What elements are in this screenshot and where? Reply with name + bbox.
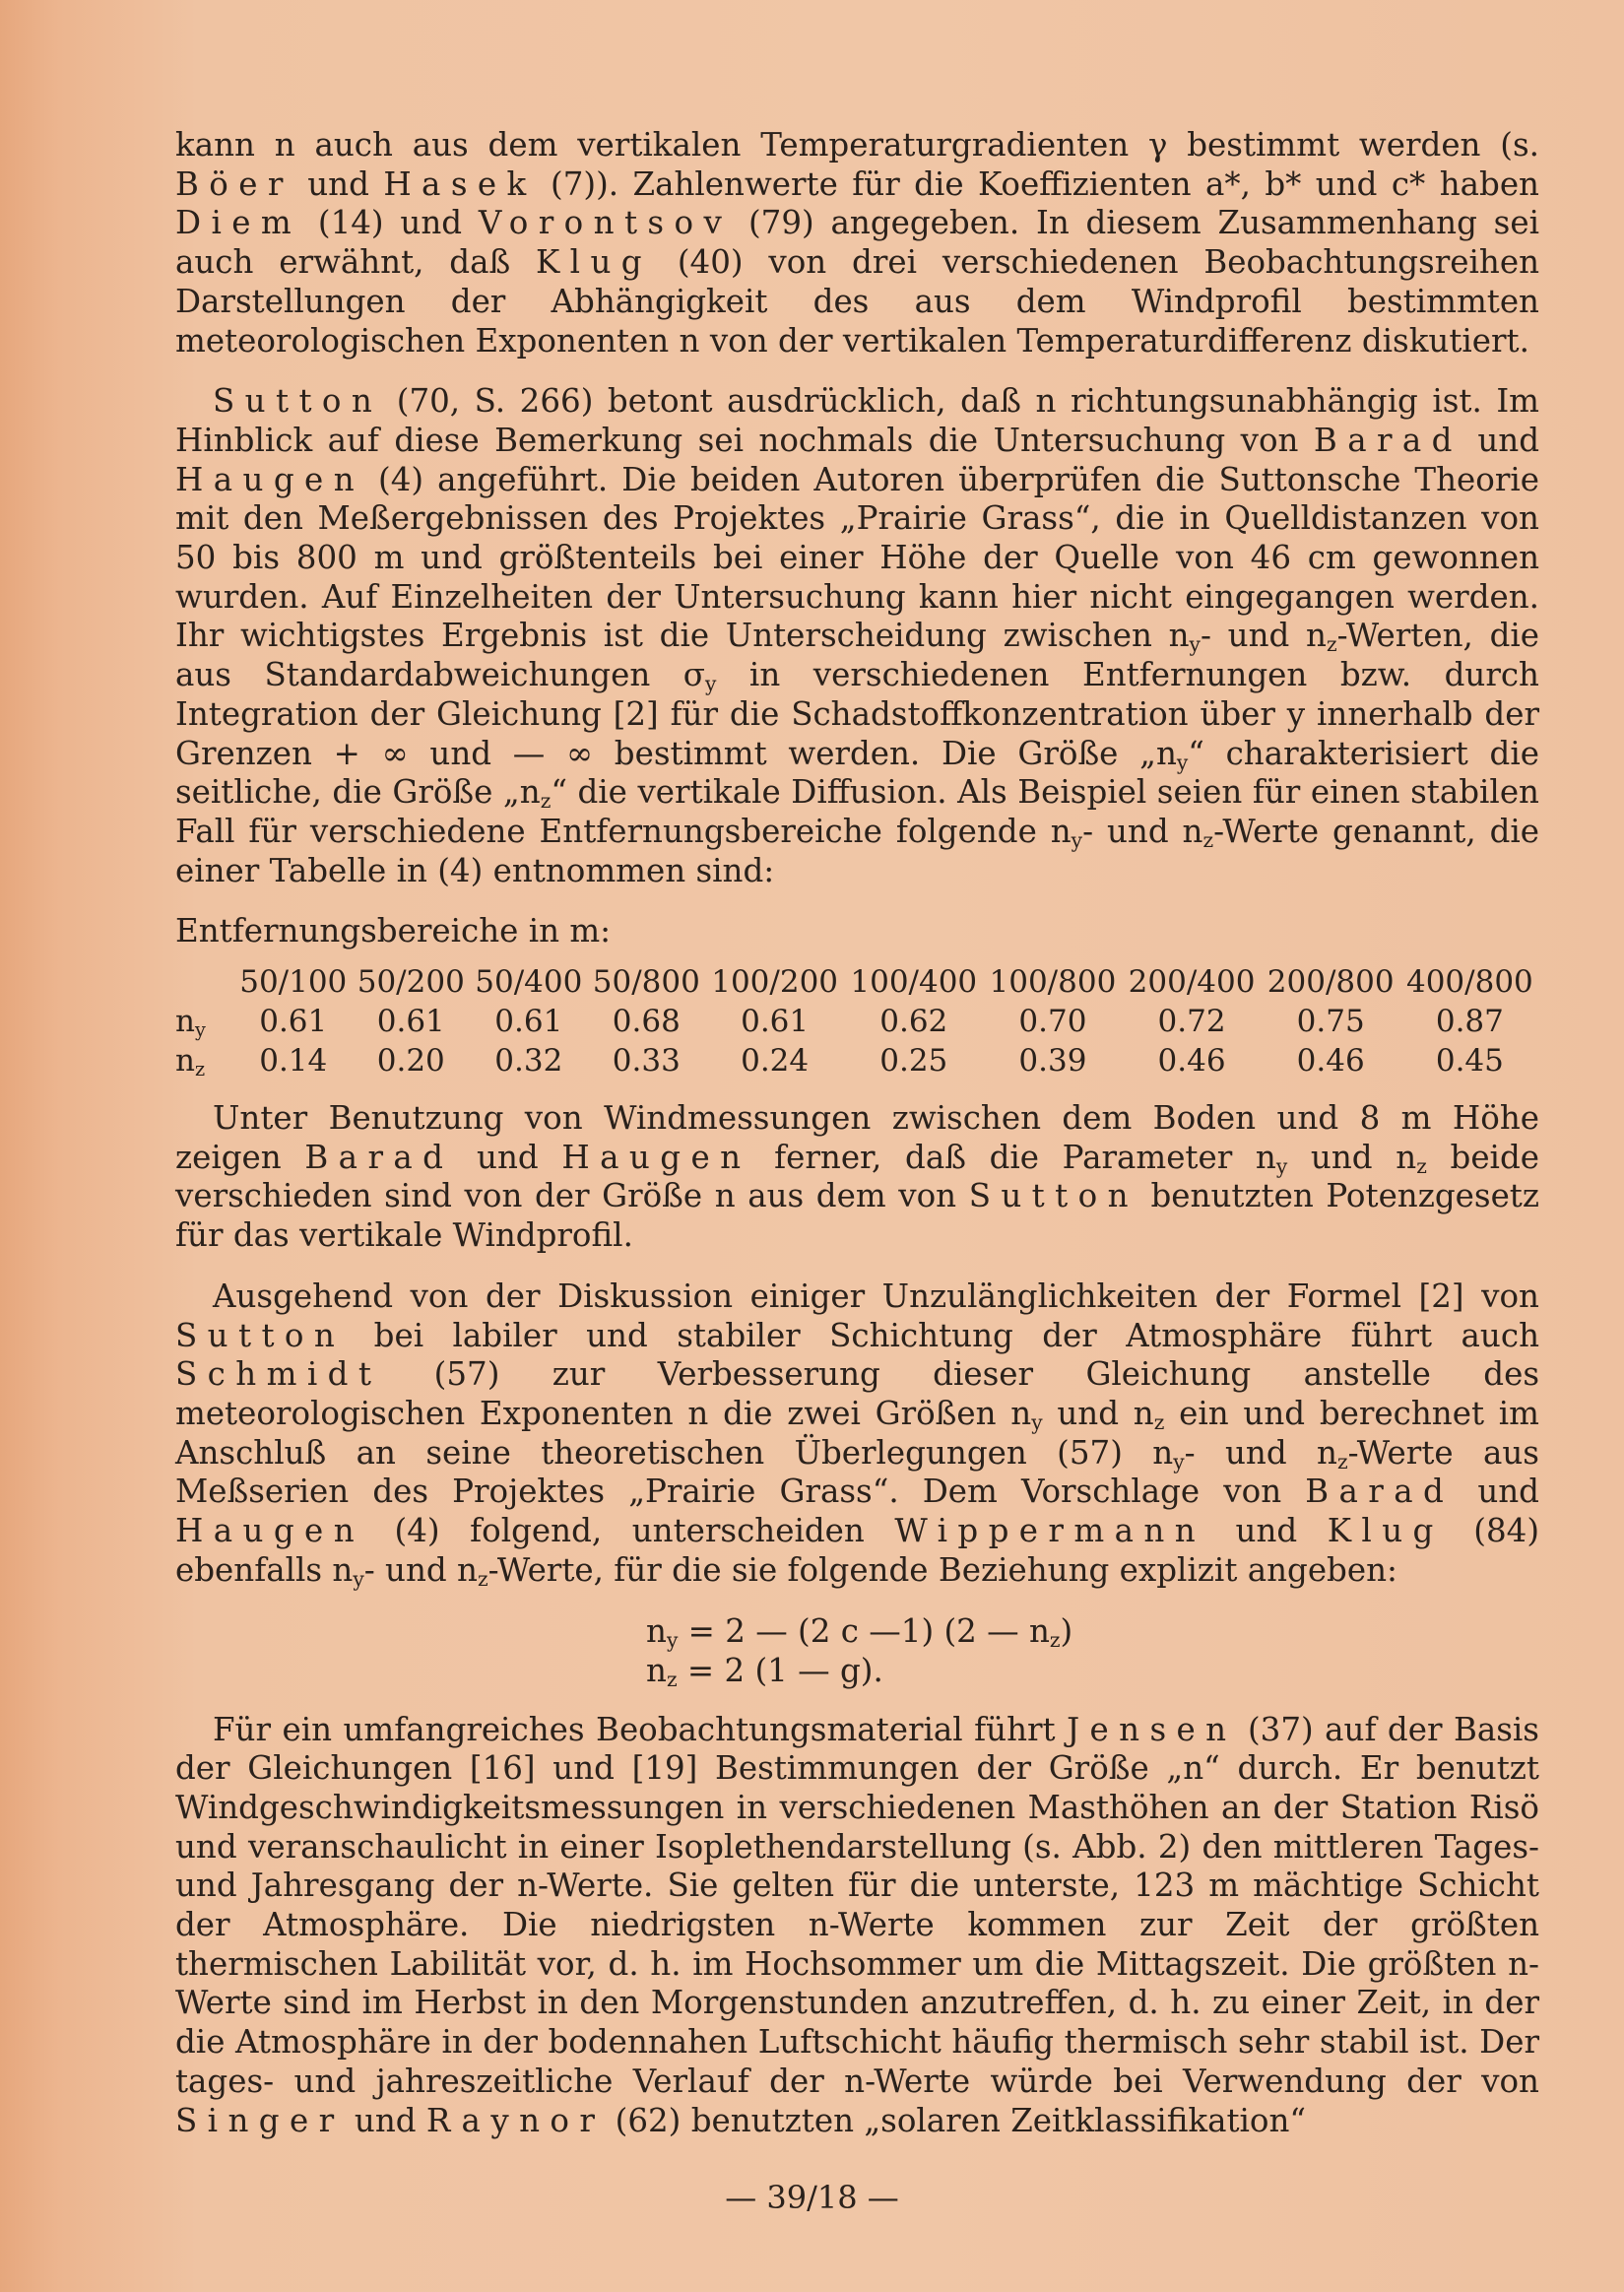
subscript: z [1202,827,1214,852]
subscript: y [1176,750,1189,774]
author-name: Schmidt [175,1355,382,1394]
text-run: und n [1042,1394,1154,1432]
paragraph-1 [175,126,1539,360]
author-name: Sutton [175,1316,346,1354]
table-cell: 0.45 [1435,1043,1504,1080]
table-cell: 0.20 [376,1043,445,1080]
text-run: = 2 — (2 c —1) (2 — n [678,1611,1050,1650]
text-run: “ charakterisiert die seitliche, die Größe „n [175,734,1539,812]
equation-block [175,1612,1539,1691]
distance-table [175,963,1539,1081]
author-name: Sutton [213,382,383,421]
subscript: z [1049,1627,1061,1652]
author-name: Klug [1327,1512,1444,1550]
text-run: -Werte, für die sie folgende Beziehung explizit angeben: [487,1550,1397,1589]
text-run: (7)). Zahlenwerte für die Koeffizienten a*, b* und c* haben [536,164,1539,203]
subscript: y [1173,1449,1185,1473]
subscript: z [1153,1410,1165,1435]
text-run: in verschiedenen Entfernungen bzw. durch Integration der Gleichung [2] für die Schadstoffkonzentration über y innerhalb der Grenzen + ∞ und — ∞ bestimmt werden. Die Größe „n [175,656,1539,772]
row-label-ny: $n_y$ [175,1004,206,1041]
table-header: 50/100 [239,964,348,1001]
text-run: “ die vertikale Diffusion. Als Beispiel seien für einen stabilen Fall für verschiedene Entfernungsbereiche folgende n [175,773,1539,850]
table-cell: 0.24 [741,1043,810,1080]
table-cell: 0.61 [494,1004,563,1040]
table-cell: 0.46 [1296,1043,1365,1080]
text-run: benutzten Potenzgesetz für das vertikale Windprofil. [175,1177,1539,1255]
text-run: beide verschieden sind von der Größe n aus dem von [175,1138,1539,1215]
text-run: kann n auch aus dem vertikalen Temperaturgradienten γ bestimmt werden (s. [175,126,1539,164]
table-cell: 0.61 [741,1004,810,1040]
table-cell: 0.39 [1018,1043,1087,1080]
text-run: und [344,2101,426,2139]
table-header: 100/400 [850,964,978,1001]
text-run: und [453,1138,562,1176]
row-label-nz: $n_z$ [175,1043,206,1081]
text-run: und n [1287,1138,1417,1176]
text-run: -Werte aus Meßserien des Projektes „Prairie Grass“. Dem Vorschlage von [175,1433,1539,1511]
text-run: = 2 (1 — g). [677,1651,883,1689]
table-cell: 0.46 [1157,1043,1226,1080]
table-header: 400/800 [1405,964,1533,1001]
author-name: Hasek [383,164,537,203]
table-cell: 0.68 [612,1004,681,1040]
table-cell: 0.62 [879,1004,948,1040]
text-run: - und n [1200,617,1327,655]
subscript: y [353,1566,364,1591]
subscript: z [540,789,552,814]
text-run: (37) auf der Basis der Gleichungen [16] und [19] Bestimmungen der Größe „n“ durch. Er benutzt Windgeschwindigkeitsmessungen in verschiedenen Masthöhen an der Station Risö und veranschaulicht in einer Isoplethendarstellung (s. Abb. 2) den mittleren Tages- und Jahresgang der n-Werte. Sie gelten für die unterste, 123 m mächtige Schicht der Atmosphäre. Die niedrigsten n-Werte kommen zur Zeit der größten thermischen Labilität vor, d. h. im Hochsommer um die Mittagszeit. Die größten n-Werte sind im Herbst in den Morgenstunden anzutreffen, d. h. zu einer Zeit, in der die Atmosphäre in der bodennahen Luftschicht häufig thermisch sehr stabil ist. Der tages- und jahreszeitliche Verlauf der n-Werte würde bei Verwendung der von [175,1710,1539,2100]
text-run: (4) folgend, unterscheiden [364,1512,895,1550]
text-run: n [646,1611,667,1650]
table-header: 50/800 [592,964,700,1001]
table-corner [175,963,234,1003]
paragraph-3 [175,1099,1539,1256]
paragraph-4 [175,1277,1539,1591]
subscript: y [1031,1410,1043,1435]
table-cell: 0.25 [879,1043,948,1080]
subscript: y [705,672,717,696]
table-header: 100/200 [711,964,839,1001]
author-name: Singer [175,2101,345,2139]
table-row-nz [175,1042,1539,1081]
table-header-row [175,963,1539,1003]
text-run: und [1462,421,1539,459]
text-run: ein und berechnet im Anschluß an seine theoretischen Überlegungen (57) n [175,1394,1539,1472]
subscript: z [1416,1153,1427,1178]
author-name: Sutton [968,1177,1138,1215]
text-run: und [292,164,384,203]
text-run: ) [1060,1611,1073,1650]
table-header: 200/400 [1128,964,1256,1001]
table-cell: 0.61 [259,1004,328,1040]
table-header: 50/200 [357,964,465,1001]
text-run: n [646,1651,667,1689]
equation-ny [175,1612,1539,1652]
table-cell: 0.75 [1296,1004,1365,1040]
table-header: 200/800 [1267,964,1395,1001]
table-cell: 0.61 [376,1004,445,1040]
subscript: y [1071,827,1083,852]
text-run: (4) angeführt. Die beiden Autoren überprüfen die Suttonsche Theorie mit den Meßergebnissen des Projektes „Prairie Grass“, die in Quelldistanzen von 50 bis 800 m und größtenteils bei einer Höhe der Quelle von 46 cm gewonnen wurden. Auf Einzelheiten der Untersuchung kann hier nicht eingegangen werden. Ihr wichtigstes Ergebnis ist die Unterscheidung zwischen n [175,460,1539,655]
table-cell: 0.32 [494,1043,563,1080]
text-run: und [1205,1512,1328,1550]
subscript: z [666,1667,678,1691]
table-title: Entfernungsbereiche in m: [175,912,612,950]
table-header: 50/400 [475,964,583,1001]
subscript: z [1336,1449,1348,1473]
text-run: (79) angegeben. In diesem Zusammenhang sei auch erwähnt, daß [175,204,1539,282]
author-name: Haugen [561,1138,751,1176]
author-name: Barad [1305,1473,1455,1511]
text-run: (40) von drei verschiedenen Beobachtungsreihen Darstellungen der Abhängigkeit des aus dem Windprofil bestimmten meteorologischen Exponenten n von der vertikalen Temperaturdifferenz diskutiert. [175,243,1539,360]
page-body [175,126,1539,2162]
text-run: und [1454,1473,1539,1511]
paragraph-5 [175,1711,1539,2141]
text-run: Ausgehend von der Diskussion einiger Unzulänglichkeiten der Formel [2] von [213,1277,1539,1315]
text-run: Unter Benutzung von Windmessungen zwischen dem Boden und 8 m Höhe zeigen [175,1099,1539,1176]
author-name: Haugen [175,1512,365,1550]
table-header: 100/800 [989,964,1117,1001]
author-name: Böer [175,164,293,203]
author-name: Diem [175,204,302,242]
equation-nz [175,1652,1539,1691]
table-row-ny [175,1003,1539,1042]
subscript: z [477,1566,488,1591]
subscript: z [1326,632,1337,657]
table-cell: 0.70 [1018,1004,1087,1040]
text-run: (84) ebenfalls n [175,1512,1540,1589]
table-cell: 0.72 [1157,1004,1226,1040]
author-name: Haugen [175,460,365,498]
text-run: - und n [1082,812,1203,850]
subscript: y [1275,1153,1288,1178]
author-name: Vorontsov [478,204,733,242]
author-name: Barad [304,1138,454,1176]
text-run: (14) und [301,204,479,242]
author-name: Raynor [425,2101,606,2139]
text-run: - und n [1184,1433,1337,1472]
text-run: bei labiler und stabiler Schichtung der Atmosphäre führt auch [345,1316,1539,1354]
page-number: — 39/18 — [725,2179,899,2216]
author-name: Wippermann [894,1512,1206,1550]
subscript: y [666,1627,679,1652]
table-cell: 0.14 [259,1043,328,1080]
author-name: Jensen [1067,1710,1237,1748]
author-name: Klug [536,243,653,282]
text-run: - und n [363,1550,478,1589]
text-run: (57) zur Verbesserung dieser Gleichung anstelle des meteorologischen Exponenten n die zwei Größen n [175,1355,1539,1432]
text-run: ferner, daß die Parameter n [750,1138,1276,1176]
subscript: y [1189,632,1201,657]
text-run: -Werten, die aus Standardabweichungen σ [175,617,1540,694]
text-run: Für ein umfangreiches Beobachtungsmaterial führt [213,1710,1068,1748]
table-cell: 0.33 [612,1043,681,1080]
text-run: (62) benutzten „solaren Zeitklassifikation“ [605,2101,1307,2139]
table-cell: 0.87 [1435,1004,1504,1040]
text-run: -Werte genannt, die einer Tabelle in (4) entnommen sind: [175,812,1540,889]
text-run: (70, S. 266) betont ausdrücklich, daß n richtungsunabhängig ist. Im Hinblick auf diese Bemerkung sei nochmals die Untersuchung von [175,382,1539,459]
author-name: Barad [1313,421,1462,459]
paragraph-2 [175,382,1539,890]
